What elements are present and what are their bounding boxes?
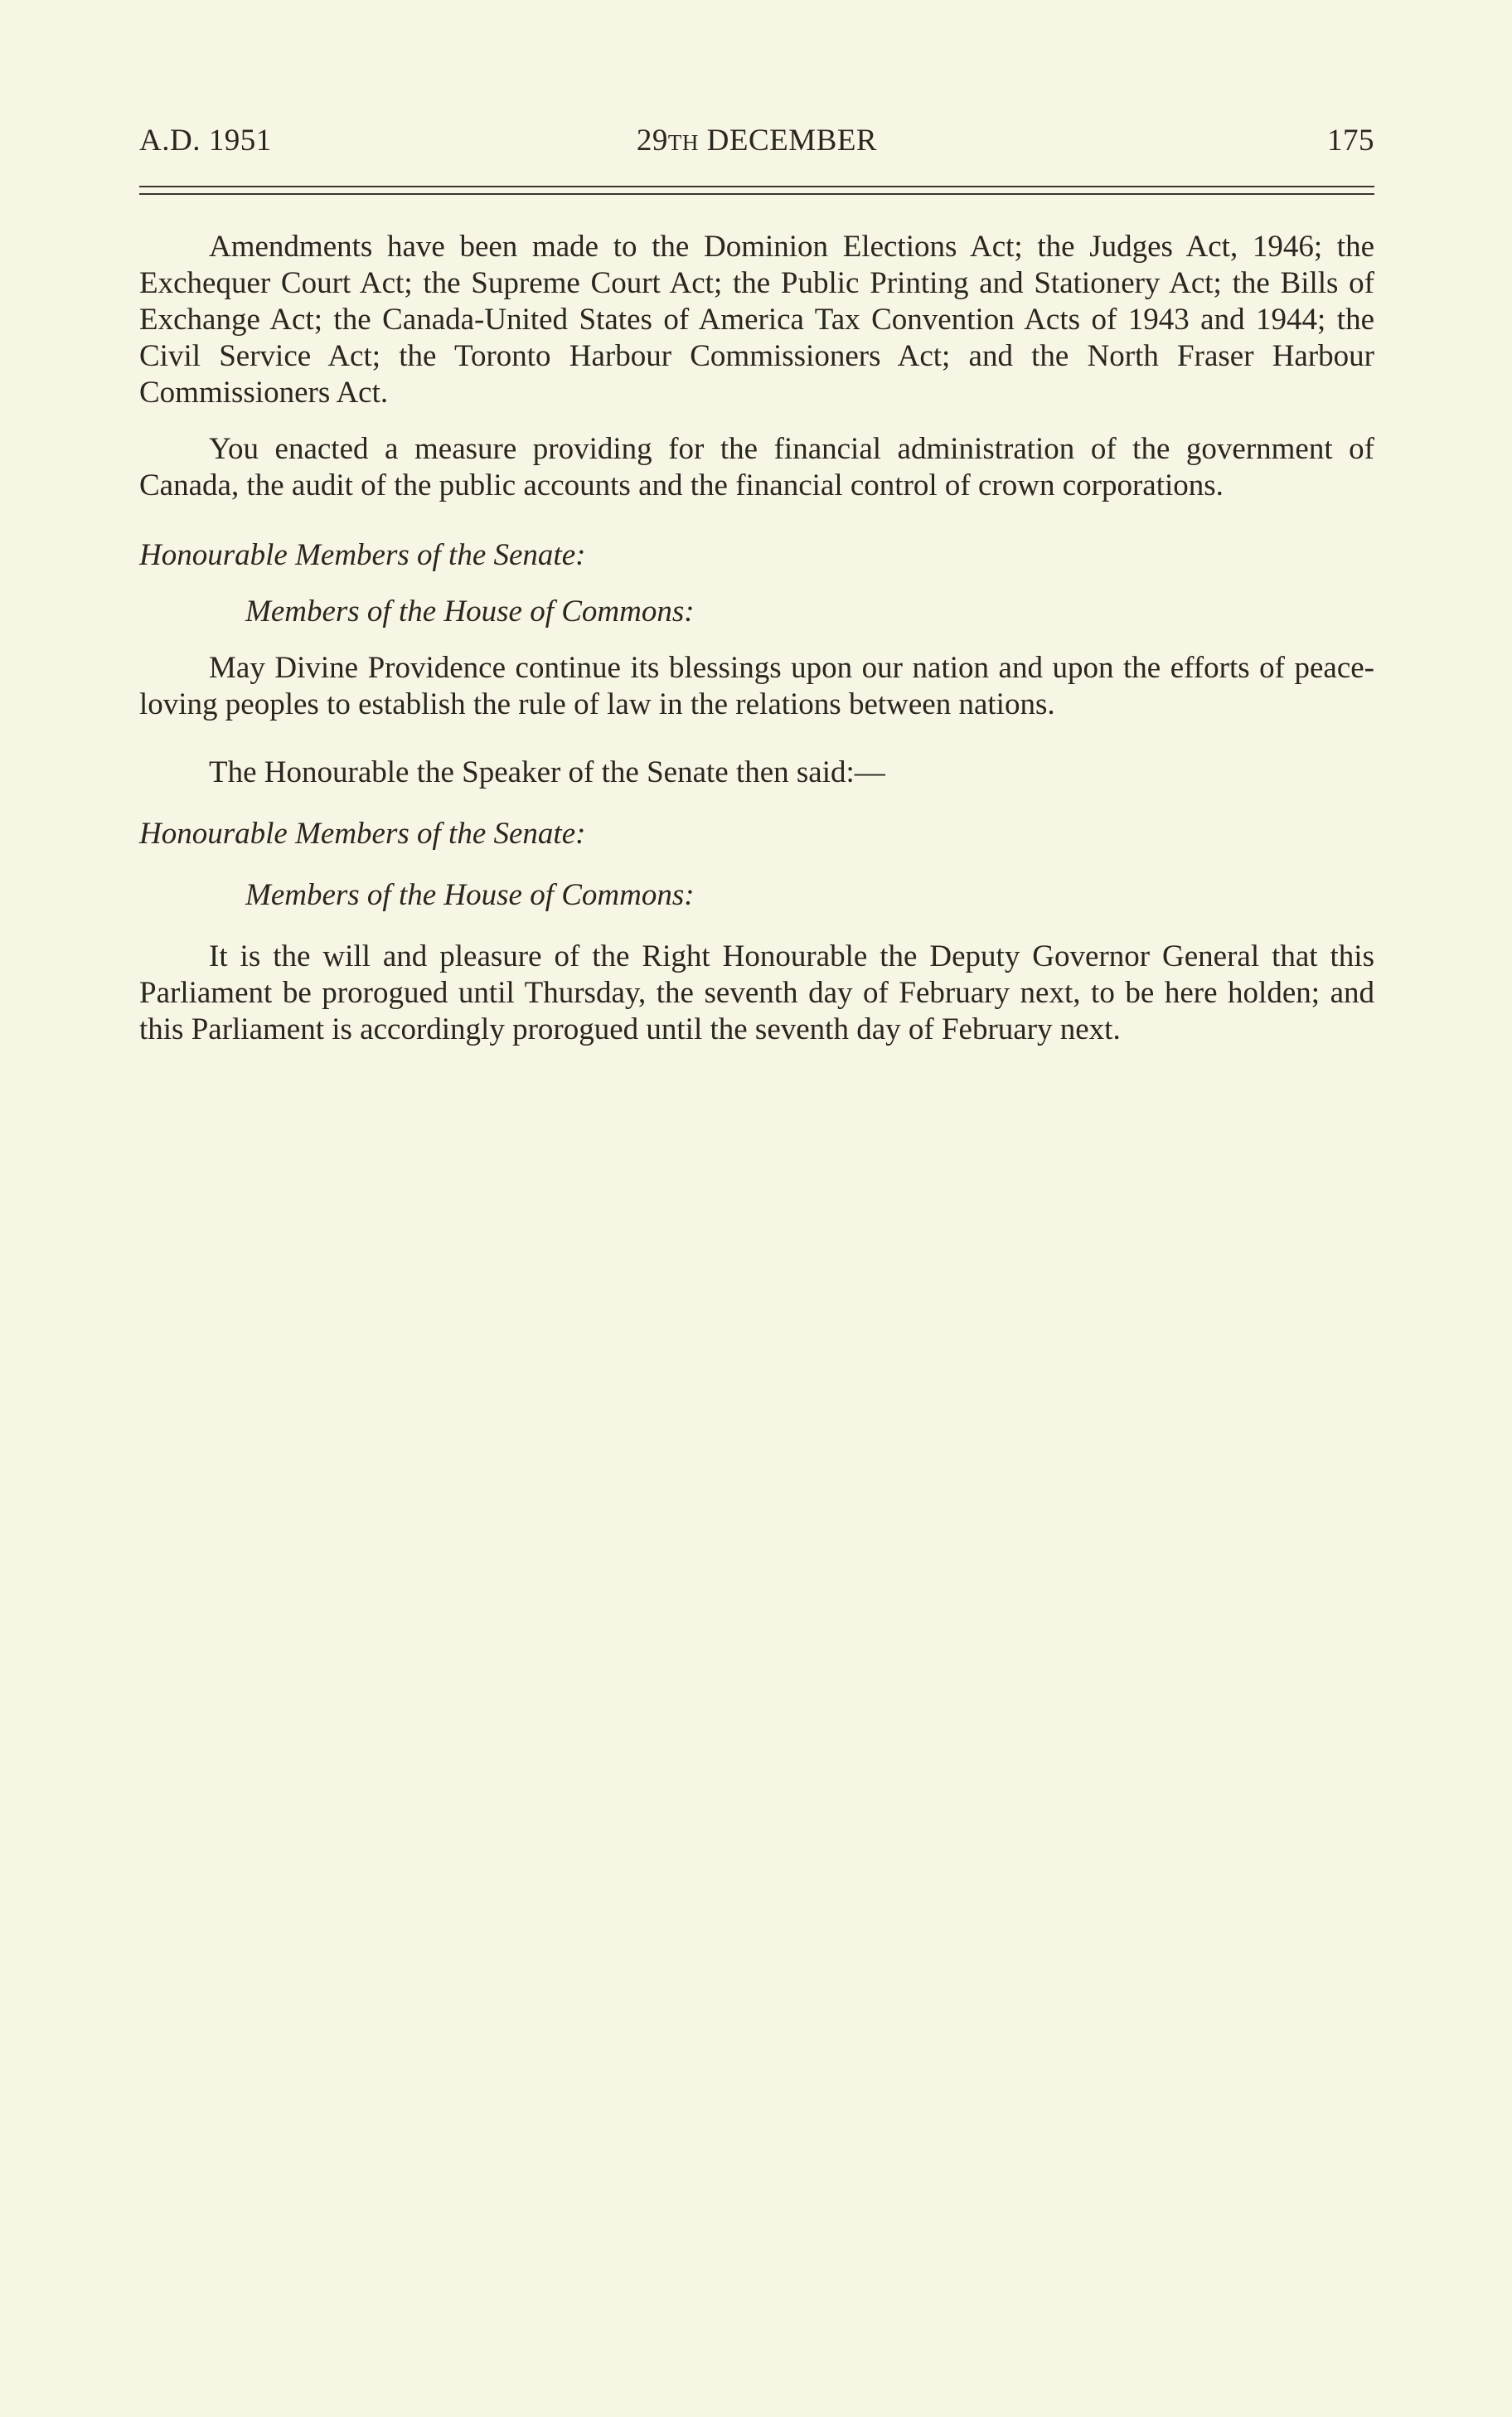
header-rule-bottom	[139, 193, 1374, 195]
header-date-number: 29	[636, 124, 668, 158]
paragraph-divine-providence: May Divine Providence continue its blessings upon our nation and upon the efforts of peace-loving peoples to establish the rule of law in the relations between nations.	[139, 651, 1374, 721]
address-senate: Honourable Members of the Senate:	[139, 538, 586, 572]
page-number: 175	[1327, 124, 1374, 158]
body-text	[139, 229, 1374, 1048]
header-rule-top	[139, 186, 1374, 187]
paragraph-speaker-said: The Honourable the Speaker of the Senate then said:—	[209, 755, 885, 789]
address-commons: Members of the House of Commons:	[245, 595, 695, 629]
paragraph-amendments: Amendments have been made to the Dominion Elections Act; the Judges Act, 1946; the Exchequer Court Act; the Supreme Court Act; the Public Printing and Stationery Act; the Bills of Exchange Act; the Canada-United States of America Tax Convention Acts of 1943 and 1944; the Civil Service Act; the Toronto Harbour Commissioners Act; and the North Fraser Harbour Commissioners Act.	[139, 230, 1374, 410]
address-commons-second: Members of the House of Commons:	[245, 878, 695, 912]
address-senate-second: Honourable Members of the Senate:	[139, 817, 586, 851]
paragraph-prorogation: It is the will and pleasure of the Right Honourable the Deputy Governor General that this Parliament be prorogued until Thursday, the seventh day of February next, to be here holden; and this Parliament is accordingly prorogued until the seventh day of February next.	[139, 939, 1374, 1046]
paragraph-financial-administration: You enacted a measure providing for the financial administration of the government of Canada, the audit of the public accounts and the financial control of crown corporations.	[139, 432, 1374, 502]
header-date-month: DECEMBER	[698, 124, 878, 158]
header-date-suffix: TH	[667, 130, 699, 155]
header-year: A.D. 1951	[139, 124, 272, 158]
header-date	[139, 123, 1374, 158]
running-head	[139, 123, 1374, 164]
